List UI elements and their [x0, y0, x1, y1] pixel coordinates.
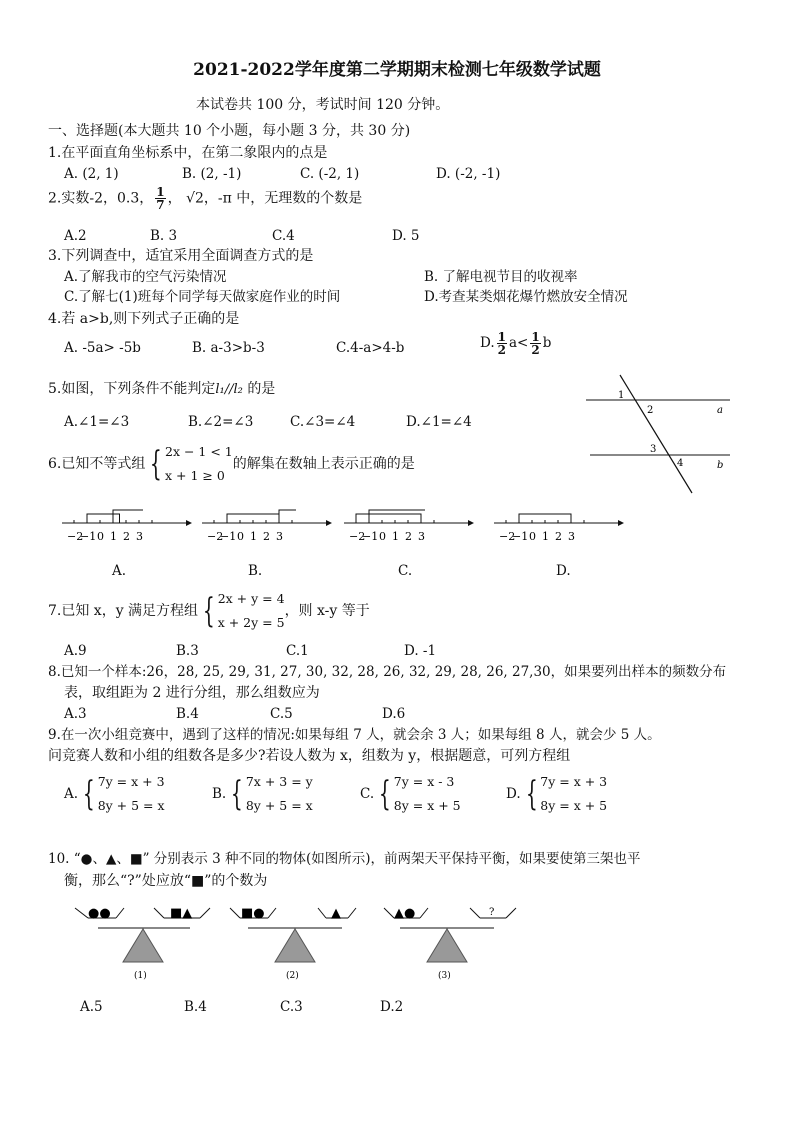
q9-d-label: D.: [506, 785, 521, 802]
q4-d-num-2: 1: [531, 330, 540, 344]
q6-number-lines: [60, 505, 760, 555]
transversal-line: [620, 375, 692, 493]
fulcrum-3: [427, 929, 467, 962]
q1-option-d: D. (-2, -1): [436, 166, 501, 182]
q9-c-brace: {: [379, 774, 391, 814]
q9-option-a: [64, 770, 165, 818]
q5-option-b: B.∠2=∠3: [188, 414, 254, 430]
q2-option-a: A.2: [64, 228, 87, 244]
q4-d-fraction-2: [530, 331, 540, 356]
q9-option-c: [360, 770, 461, 818]
q5-stem-post: 的是: [247, 381, 276, 397]
angle-label-4: 4: [677, 458, 684, 469]
q9-d-brace: {: [525, 774, 538, 814]
q6-inequality-system: [145, 440, 232, 488]
q1-stem: 1.在平面直角坐标系中，在第二象限内的点是: [48, 145, 328, 161]
q6-option-c: C.: [398, 563, 413, 579]
number-line-tick-label: −1: [80, 530, 97, 543]
number-line-tick-label: −2: [207, 530, 224, 543]
q4-d-fraction-1: [497, 331, 507, 356]
number-line-tick-label: 2: [405, 530, 412, 543]
number-line-tick-label: 2: [123, 530, 130, 543]
q9-stem-line2: 问竞赛人数和小组的组数各是多少?若设人数为 x，组数为 y，根据题意，可列方程组: [48, 748, 571, 764]
q3-option-b: B. 了解电视节目的收视率: [424, 269, 578, 285]
q2-fraction-num: 1: [156, 185, 165, 199]
line-label-a: a: [717, 405, 723, 416]
q9-option-b: [212, 770, 313, 818]
q9-stem-line1: 9.在一次小组竞赛中，遇到了这样的情况:如果每组 7 人，就会余 3 人；如果每组 8 人，就会少 5 人。: [48, 727, 661, 743]
q6-brace: {: [150, 444, 163, 484]
q4-option-b: B. a-3>b-3: [192, 340, 265, 356]
q2-stem-mid: ，: [167, 190, 182, 207]
number-line-tick-label: 3: [568, 530, 575, 543]
q9-b-label: B.: [212, 785, 227, 802]
fulcrum-2: [275, 929, 315, 962]
q6-eq2: x + 1 ≥ 0: [165, 468, 225, 483]
pan1-left-items: ●●: [88, 906, 111, 921]
number-line-tick-label: 1: [392, 530, 399, 543]
line-label-b: b: [717, 460, 724, 471]
q6-option-b: B.: [248, 563, 263, 579]
q6-option-a: A.: [112, 563, 127, 579]
number-line-tick-label: 0: [97, 530, 104, 543]
q7-stem-pre: 7.已知 x，y 满足方程组: [48, 603, 199, 619]
number-line-tick-label: −1: [362, 530, 379, 543]
q4-d-num-1: 1: [497, 330, 506, 344]
q10-option-b: B.4: [184, 999, 207, 1015]
solution-bracket: [87, 514, 120, 523]
q9-a-brace: {: [82, 774, 95, 814]
number-line-tick-label: 0: [529, 530, 536, 543]
caption-3: (3): [438, 971, 451, 981]
q7-option-d: D. -1: [404, 643, 437, 659]
q9-c-eq2: 8y = x + 5: [393, 798, 461, 813]
number-line-tick-label: −1: [512, 530, 529, 543]
q9-d-eq1: 7y = x + 3: [540, 774, 608, 789]
q5-option-d: D.∠1=∠4: [406, 414, 472, 430]
number-line-tick-label: 1: [110, 530, 117, 543]
q4-option-c: C.4-a>4-b: [336, 340, 405, 356]
fulcrum-1: [123, 929, 163, 962]
pan1-right-items: ■▲: [170, 906, 193, 921]
q9-b-brace: {: [231, 774, 243, 814]
number-line-group: [62, 510, 624, 543]
caption-2: (2): [286, 971, 299, 981]
q7-option-c: C.1: [286, 643, 309, 659]
q9-a-eq2: 8y + 5 = x: [97, 798, 165, 813]
q4-stem: 4.若 a>b,则下列式子正确的是: [48, 311, 240, 327]
q10-option-c: C.3: [280, 999, 303, 1015]
q9-a-label: A.: [64, 785, 79, 802]
q7-option-a: A.9: [64, 643, 87, 659]
q4-d-den-2: 2: [531, 343, 540, 357]
pan2-left-items: ■●: [241, 906, 265, 921]
q2-option-b: B. 3: [150, 228, 178, 244]
number-line-tick-label: 3: [418, 530, 425, 543]
q5-option-a: A.∠1=∠3: [64, 414, 130, 430]
q2-stem-post: ，-π 中，无理数的个数是: [203, 190, 363, 207]
q2-sqrt: √2: [186, 190, 204, 207]
q2-stem: [48, 186, 362, 211]
q7-stem: [48, 587, 370, 635]
q6-stem: [48, 440, 415, 488]
number-line-arrow: [186, 520, 192, 526]
number-line-tick-label: 1: [542, 530, 549, 543]
pan3-question-mark: ?: [489, 907, 495, 918]
q3-option-a: A.了解我市的空气污染情况: [64, 269, 227, 285]
solution-bracket: [356, 514, 421, 523]
balance-2: [230, 906, 356, 981]
exam-note: 本试卷共 100 分，考试时间 120 分钟。: [196, 97, 450, 113]
q9-d-eq2: 8y = x + 5: [540, 798, 608, 813]
q5-stem: [48, 381, 275, 398]
angle-label-3: 3: [650, 444, 657, 455]
balance-3: [384, 906, 516, 981]
q4-d-end: b: [542, 335, 552, 351]
q2-fraction: [155, 186, 165, 211]
q4-d-den-1: 2: [497, 343, 506, 357]
q2-option-d: D. 5: [392, 228, 420, 244]
q8-option-c: C.5: [270, 706, 293, 722]
q2-stem-pre: 2.实数-2，0.3，: [48, 190, 154, 207]
q4-option-d: [480, 331, 551, 356]
section-heading: 一、选择题(本大题共 10 个小题，每小题 3 分，共 30 分): [48, 123, 411, 139]
solution-ray: [279, 510, 296, 523]
number-line-tick-label: 1: [250, 530, 257, 543]
q5-relation: l₁//l₂: [215, 382, 243, 397]
q9-b-eq1: 7x + 3 = y: [245, 774, 313, 789]
q8-option-b: B.4: [176, 706, 199, 722]
q8-option-d: D.6: [382, 706, 406, 722]
q4-option-a: A. -5a> -5b: [64, 340, 141, 356]
q8-stem-line1: 8.已知一个样本:26，28, 25, 29, 31, 27, 30, 32, 28, 26, 32, 29, 28, 26, 27,30，如果要列出样本的频数分布: [48, 664, 727, 680]
q7-option-b: B.3: [176, 643, 199, 659]
q7-equation-system: [198, 587, 285, 635]
angle-label-1: 1: [618, 390, 625, 401]
number-line-arrow: [326, 520, 332, 526]
number-line-tick-label: 2: [263, 530, 270, 543]
number-line-arrow: [468, 520, 474, 526]
q3-option-d: D.考查某类烟花爆竹燃放安全情况: [424, 289, 628, 305]
q9-option-d: [506, 770, 607, 818]
q4-d-pre: D.: [480, 335, 495, 351]
pan3-left-items: ▲●: [394, 906, 416, 921]
number-line-tick-label: 3: [276, 530, 283, 543]
number-line-tick-label: 0: [379, 530, 386, 543]
q6-stem-post: 的解集在数轴上表示正确的是: [232, 456, 415, 472]
q7-eq2: x + 2y = 5: [217, 615, 285, 630]
q1-option-b: B. (2, -1): [182, 166, 242, 182]
q7-eq1: 2x + y = 4: [217, 591, 285, 606]
q1-option-a: A. (2, 1): [64, 166, 119, 182]
number-line-tick-label: −2: [349, 530, 366, 543]
q7-brace: {: [202, 591, 215, 631]
number-line-tick-label: −2: [67, 530, 84, 543]
exam-title: 2021-2022学年度第二学期期末检测七年级数学试题: [193, 60, 601, 80]
q8-stem-line2: 表，取组距为 2 进行分组，那么组数应为: [64, 685, 320, 701]
number-line-tick-label: 0: [237, 530, 244, 543]
q6-stem-pre: 6.已知不等式组: [48, 456, 146, 472]
number-line-tick-label: −2: [499, 530, 516, 543]
q9-c-eq1: 7y = x - 3: [393, 774, 455, 789]
number-line-tick-label: −1: [220, 530, 237, 543]
number-line-arrow: [618, 520, 624, 526]
q3-stem: 3.下列调查中，适宜采用全面调查方式的是: [48, 248, 314, 264]
q1-option-c: C. (-2, 1): [300, 166, 360, 182]
q9-a-eq1: 7y = x + 3: [97, 774, 165, 789]
q2-option-c: C.4: [272, 228, 295, 244]
q9-c-label: C.: [360, 785, 375, 802]
q5-figure: [580, 370, 740, 500]
balance-1: [75, 906, 210, 981]
q2-fraction-den: 7: [156, 198, 165, 212]
q4-d-mid: a<: [509, 335, 529, 351]
pan2-right-items: ▲: [331, 906, 341, 921]
q9-b-eq2: 8y + 5 = x: [245, 798, 313, 813]
q6-option-d: D.: [556, 563, 571, 579]
number-line-tick-label: 2: [555, 530, 562, 543]
q7-stem-post: ，则 x-y 等于: [284, 603, 370, 619]
q10-balance-figure: [70, 900, 530, 985]
q10-option-a: A.5: [80, 999, 103, 1015]
q3-option-c: C.了解七(1)班每个同学每天做家庭作业的时间: [64, 289, 341, 305]
q5-option-c: C.∠3=∠4: [290, 414, 356, 430]
caption-1: (1): [134, 971, 147, 981]
q10-option-d: D.2: [380, 999, 404, 1015]
q10-stem-line2: 衡，那么“?”处应放“■”的个数为: [64, 873, 268, 889]
q5-stem-text: 5.如图，下列条件不能判定: [48, 381, 216, 397]
q6-eq1: 2x − 1 < 1: [165, 444, 233, 459]
angle-label-2: 2: [647, 405, 654, 416]
number-line-tick-label: 3: [136, 530, 143, 543]
q10-stem-line1: 10. “●、▲、■” 分别表示 3 种不同的物体(如图所示)，前两架天平保持平衡，如果要使第三架也平: [48, 851, 641, 867]
q8-option-a: A.3: [64, 706, 87, 722]
solution-ray: [369, 510, 425, 523]
